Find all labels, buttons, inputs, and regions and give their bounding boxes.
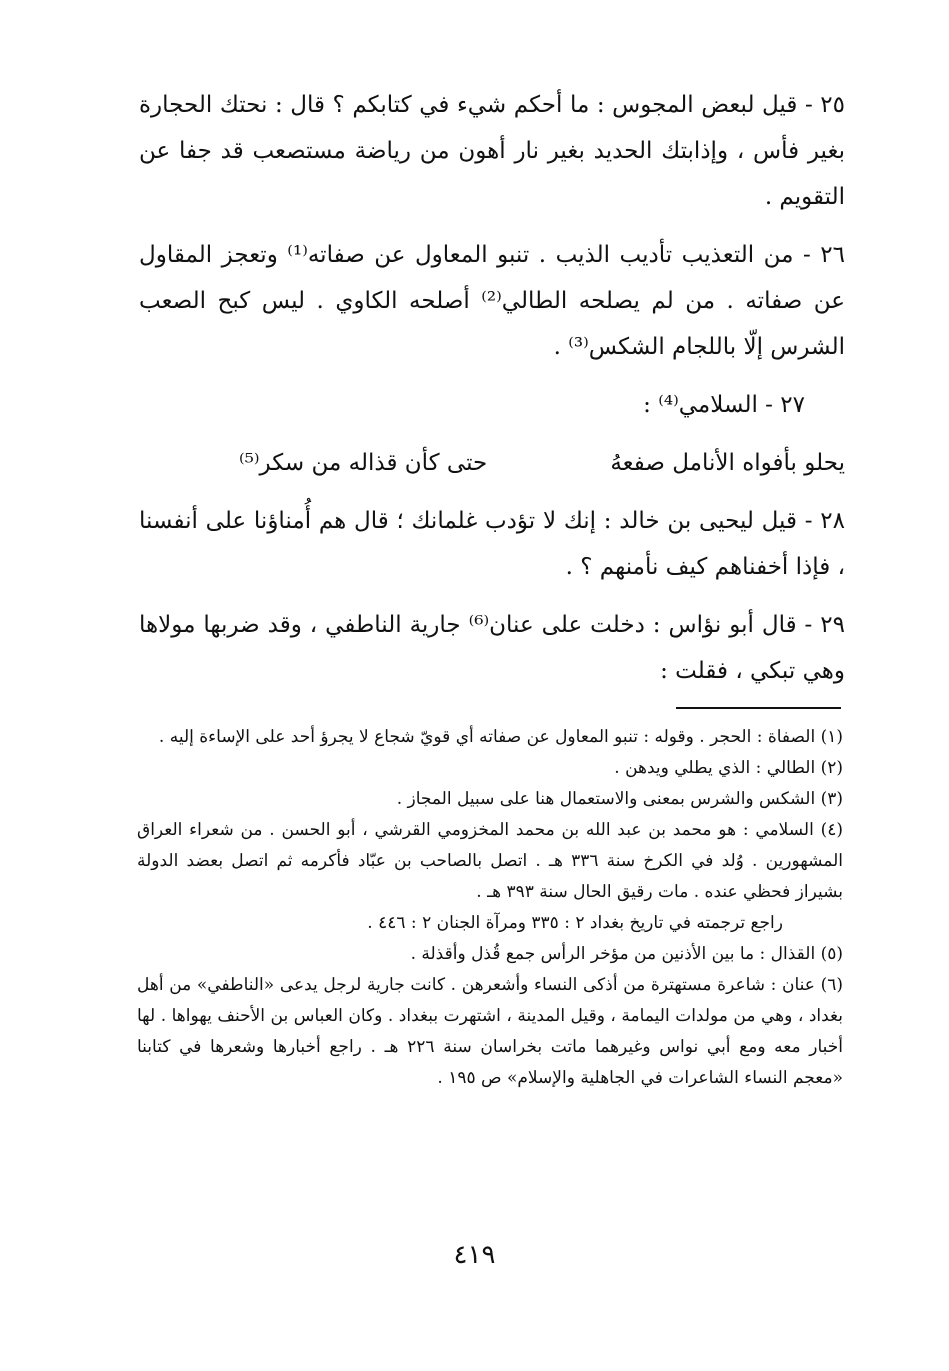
page-number: ٤١٩ [453, 1240, 496, 1270]
footnote-1: (١) الصفاة : الحجر . وقوله : تنبو المعاول عن صفاته أي قويّ شجاع لا يجرؤ أحد على الإساءة إليه . [158, 727, 843, 747]
paragraph-28: ٢٨ - قيل ليحيى بن خالد : إنك لا تؤدب غلمانك ؛ قال هم أُمناؤنا على أنفسنا ، فإذا أخفناهم كيف نأمنهم ؟ . [139, 508, 845, 580]
paragraph-27: ٢٧ - السلامي⁽⁴⁾ : [643, 392, 805, 418]
footnote-3: (٣) الشكس والشرس بمعنى والاستعمال هنا على سبيل المجاز . [396, 789, 843, 809]
paragraph-25: ٢٥ - قيل لبعض المجوس : ما أحكم شيء في كتابكم ؟ قال : نحتك الحجارة بغير فأس ، وإذابتك الحديد بغير نار أهون من رياضة مستصعب قد جفا عن التقويم . [139, 92, 845, 210]
paragraph-26: ٢٦ - من التعذيب تأديب الذيب . تنبو المعاول عن صفاته⁽¹⁾ وتعجز المقاول عن صفاته . من لم يصلحه الطالي⁽²⁾ أصلحه الكاوي . ليس كبح الصعب الشرس إلّا باللجام الشكس⁽³⁾ . [139, 242, 845, 360]
footnote-2: (٢) الطالي : الذي يطلي ويدهن . [614, 758, 843, 778]
footnote-separator [676, 707, 841, 709]
poem-verse [139, 440, 845, 486]
footnote-4: (٤) السلامي : هو محمد بن عبد الله بن محمد المخزومي القرشي ، أبو الحسن . من شعراء العراق المشهورين . وُلد في الكرخ سنة ٣٣٦ هـ . اتصل بالصاحب بن عبّاد فأكرمه ثم اتصل بعضد الدولة بشيراز فحظي عنده . مات رقيق الحال سنة ٣٩٣ هـ . [137, 820, 843, 902]
verse-second-hemistich: حتى كأن قذاله من سكر⁽⁵⁾ [239, 450, 488, 476]
paragraph-29: ٢٩ - قال أبو نؤاس : دخلت على عنان⁽⁶⁾ جارية الناطفي ، وقد ضربها مولاها وهي تبكي ، فقلت : [139, 612, 845, 684]
footnotes [137, 722, 843, 1094]
verse-first-hemistich: يحلو بأفواه الأنامل صفعهُ [610, 450, 845, 476]
footnote-5: (٥) القذال : ما بين الأذنين من مؤخر الرأس جمع قُذل وأقذلة . [410, 944, 843, 964]
footnote-6: (٦) عنان : شاعرة مستهترة من أذكى النساء وأشعرهن . كانت جارية لرجل يدعى «الناطفي» من أهل بغداد ، وهي من مولدات اليمامة ، وقيل المدينة ، اشتهرت ببغداد . وكان العباس بن الأحنف يهواها . لها أخبار معه ومع أبي نواس وغيرهما ماتت بخراسان سنة ٢٢٦ هـ . راجع أخبارها وشعرها في كتابنا «معجم النساء الشاعرات في الجاهلية والإسلام» ص ١٩٥ . [137, 975, 843, 1088]
main-text [139, 82, 845, 706]
footnote-4-reference: راجع ترجمته في تاريخ بغداد ٢ : ٣٣٥ ومرآة الجنان ٢ : ٤٤٦ . [367, 913, 783, 933]
